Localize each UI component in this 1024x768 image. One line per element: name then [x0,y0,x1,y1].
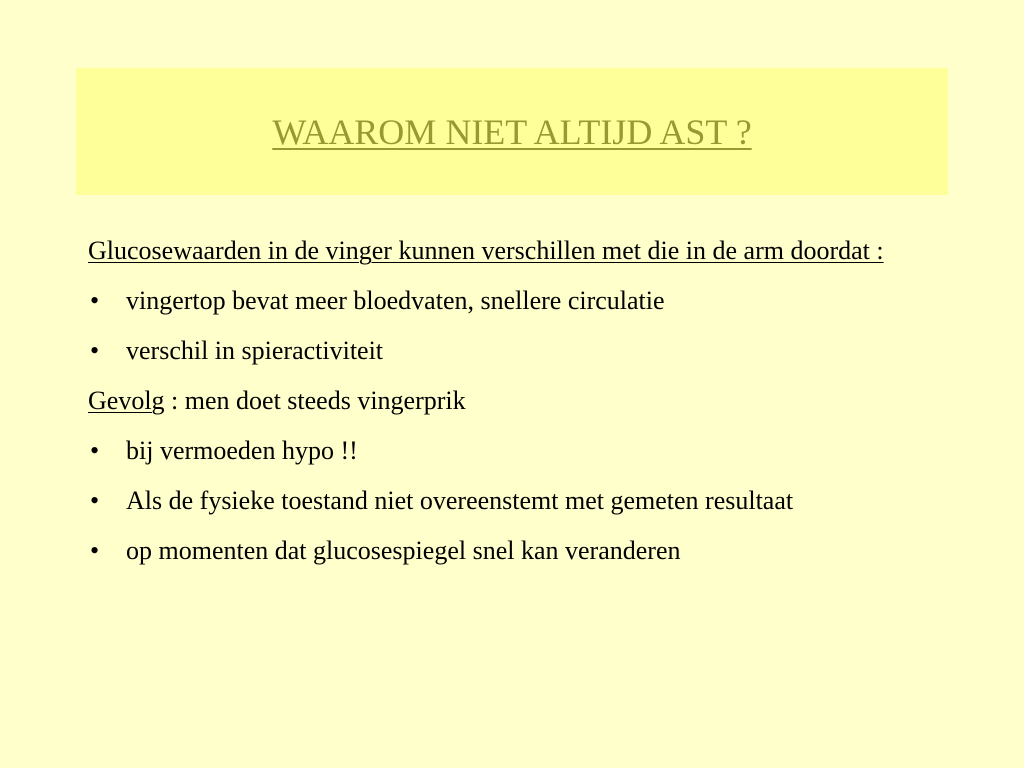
bullet-icon: • [90,286,100,315]
intro-text: Glucosewaarden in de vinger kunnen verschillen met die in de arm doordat : [88,236,884,265]
list-item [88,532,928,569]
bullet-icon: • [90,436,100,465]
list-item [88,482,928,519]
list-item [88,332,928,369]
bullet-text: vingertop bevat meer bloedvaten, snellere circulatie [126,286,665,315]
list-item [88,432,928,469]
bullet-text: Als de fysieke toestand niet overeenstemt met gemeten resultaat [126,486,794,515]
title-box [76,68,948,195]
consequence-paragraph [88,382,928,419]
bullet-icon: • [90,486,100,515]
bullet-icon: • [90,336,100,365]
consequence-label: Gevolg [88,386,165,415]
slide-body [88,232,928,582]
slide-title: WAAROM NIET ALTIJD AST ? [272,111,752,152]
bullet-text: bij vermoeden hypo !! [126,436,358,465]
intro-paragraph [88,232,928,269]
consequence-text: : men doet steeds vingerprik [164,386,466,415]
bullet-text: verschil in spieractiviteit [126,336,384,365]
bullet-text: op momenten dat glucosespiegel snel kan veranderen [126,536,681,565]
list-item [88,282,928,319]
bullet-icon: • [90,536,100,565]
